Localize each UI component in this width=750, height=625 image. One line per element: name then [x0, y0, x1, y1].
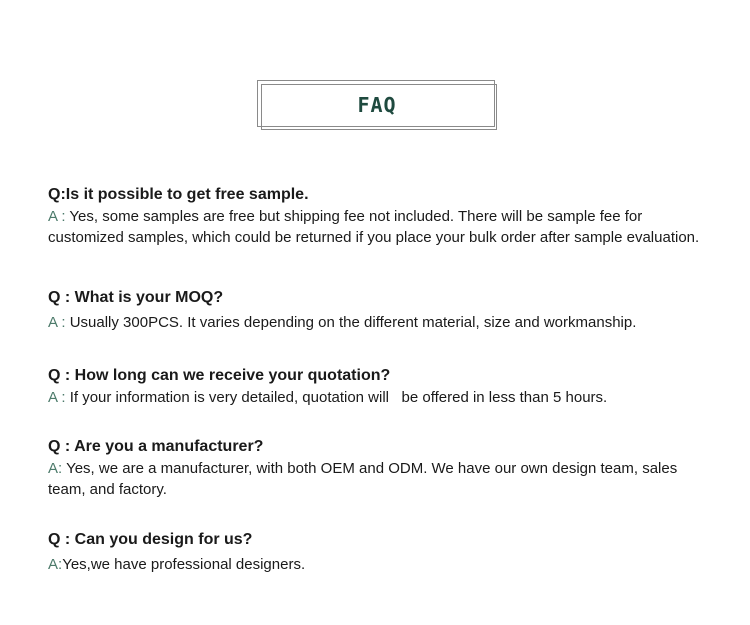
- faq-item-quotation: [48, 365, 708, 408]
- faq-item-manufacturer: [48, 436, 708, 500]
- answer-prefix: A :: [48, 208, 70, 225]
- faq-item-moq: [48, 287, 708, 333]
- faq-answer: [48, 206, 708, 248]
- faq-question: Q : Are you a manufacturer?: [48, 438, 264, 455]
- faq-answer: [48, 312, 708, 333]
- faq-question: Q:Is it possible to get free sample.: [48, 186, 309, 203]
- answer-text: If your information is very detailed, quotation will be offered in less than 5 hours.: [69, 389, 608, 406]
- faq-header: [257, 80, 497, 130]
- faq-item-design: [48, 529, 708, 575]
- answer-text: Yes, some samples are free but shipping fee not included. There will be sample fee for customized samples, which could be returned if you place your bulk order after sample evaluation.: [48, 208, 700, 246]
- faq-answer: [48, 458, 708, 500]
- answer-prefix: A :: [48, 389, 70, 406]
- answer-prefix: A :: [48, 314, 70, 331]
- faq-item-free-sample: [48, 184, 708, 248]
- faq-title: FAQ: [357, 93, 397, 117]
- answer-text: Yes, we are a manufacturer, with both OEM and ODM. We have our own design team, sales team, and factory.: [48, 460, 678, 498]
- answer-prefix: A:: [48, 556, 63, 573]
- answer-text: Yes,we have professional designers.: [62, 556, 306, 573]
- faq-question: Q : What is your MOQ?: [48, 289, 224, 306]
- answer-text: Usually 300PCS. It varies depending on the different material, size and workmanship.: [69, 314, 637, 331]
- answer-prefix: A:: [48, 460, 67, 477]
- faq-answer: [48, 387, 708, 408]
- faq-question: Q : Can you design for us?: [48, 531, 253, 548]
- faq-question: Q : How long can we receive your quotation?: [48, 367, 391, 384]
- faq-answer: [48, 554, 708, 575]
